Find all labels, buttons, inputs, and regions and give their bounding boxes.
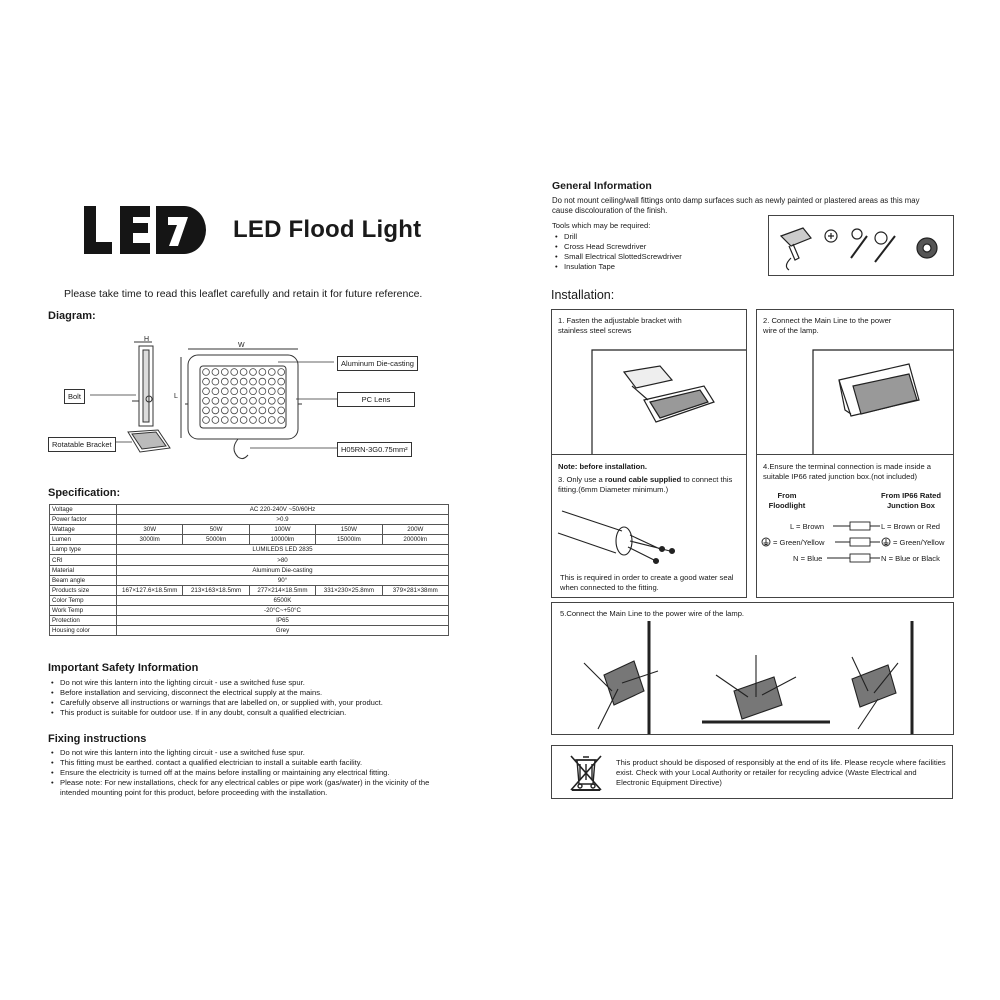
drill-icon [781,228,811,246]
tool-item: • Insulation Tape [559,262,759,272]
from-floodlight-label: From Floodlight [768,491,806,510]
installation-heading: Installation: [551,288,615,302]
led-chip [278,407,285,414]
led-chip [240,397,247,404]
led-chip [203,388,210,395]
step-4-box [756,454,954,598]
tools-illustration [768,215,954,276]
led-chip [231,369,238,376]
step-2-box [756,309,954,455]
wire-earth-junction: = Green/Yellow [893,538,945,547]
led-chip [240,407,247,414]
step-3-footnote: This is required in order to create a good water seal when connected to the fitting. [560,573,734,592]
led-chip [278,417,285,424]
led-chip [268,407,275,414]
led-chip [240,378,247,385]
tool-item: • Drill [559,232,759,242]
slotted-screwdriver-icon [875,236,895,262]
led-chip [240,388,247,395]
led-chip [278,397,285,404]
led-chip [268,417,275,424]
led-chip [203,369,210,376]
step-1-box [551,309,747,455]
led-chip [231,407,238,414]
fixing-item: • Ensure the electricity is turned off at the mains before installing or maintaining any electrical fitting. [55,768,455,778]
fixing-list [48,748,455,798]
led-chip [259,397,266,404]
led-chip [278,369,285,376]
led-chip [268,369,275,376]
led-chip [240,369,247,376]
fixing-item: • This fitting must be earthed. contact a qualified electrician to install a suitable earth facility. [55,758,455,768]
diagram-heading: Diagram: [48,310,96,322]
led-chip [212,397,219,404]
spec-row-product-size: Products size 167×127.6×18.5mm 213×163×18.5mm 277×214×18.5mm 331×230×25.8mm 379×281×38mm [50,585,449,595]
safety-list [48,678,455,718]
dim-w: W [238,342,245,349]
led-chip [268,378,275,385]
led-chip [203,378,210,385]
step-5-text: 5.Connect the Main Line to the power wire of the lamp. [560,609,745,618]
led-chip [259,369,266,376]
led-chip [250,407,257,414]
safety-item: • Before installation and servicing, disconnect the electrical supply at the mains. [55,688,455,698]
led-chip [203,417,210,424]
spec-row-wattage: Wattage 30W 50W 100W 150W 200W [50,525,449,535]
wire-neutral-floodlight: N = Blue [793,554,823,563]
callout-bolt: Bolt [64,389,85,404]
step-2-text: 2. Connect the Main Line to the power wire of the lamp. [763,316,892,335]
led-chip [203,407,210,414]
wire-neutral-junction: N = Blue or Black [881,554,940,563]
wire-earth-floodlight: = Green/Yellow [773,538,825,547]
tools-list [552,232,759,272]
spec-row-protection: Protection IP65 [50,616,449,626]
tool-item: • Small Electrical SlottedScrewdriver [559,252,759,262]
intro-text: Please take time to read this leaflet carefully and retain it for future reference. [64,288,423,300]
led-chip [221,369,228,376]
led-chip [259,388,266,395]
step-3-box [551,454,747,598]
spec-row-lamp-type: Lamp type LUMILEDS LED 2835 [50,545,449,555]
bolt-head-icon [875,232,887,244]
led-chip [231,388,238,395]
led-chip [203,397,210,404]
spec-row-beam-angle: Beam angle 90° [50,575,449,585]
led-chip [221,378,228,385]
callout-housing: Aluminum Die-casting [337,356,418,371]
safety-item: • This product is suitable for outdoor use. If in any doubt, consult a qualified electrician. [55,708,455,718]
spec-row-lumen: Lumen 3000lm 5000lm 10000lm 15000lm 20000lm [50,535,449,545]
spec-row-material: Material Aluminum Die-casting [50,565,449,575]
led-chip [250,388,257,395]
from-junction-box-label: From IP66 Rated Junction Box [881,491,941,510]
spec-row-housing-color: Housing color Grey [50,626,449,636]
led-chip [278,378,285,385]
callout-bracket: Rotatable Bracket [48,437,116,452]
led-chip [240,417,247,424]
cross-screwdriver-icon [851,236,867,258]
led-chip [259,407,266,414]
fixing-heading: Fixing instructions [48,733,147,745]
led-chip [268,397,275,404]
callout-cable: H05RN-3G0.75mm² [337,442,412,457]
wire-live-floodlight: L = Brown [790,522,825,531]
spec-row-power-factor: Power factor >0.9 [50,515,449,525]
safety-item: • Do not wire this lantern into the lighting circuit - use a switched fuse spur. [55,678,455,688]
tool-item: • Cross Head Screwdriver [559,242,759,252]
led-chip [221,407,228,414]
safety-heading: Important Safety Information [48,662,199,674]
step-4-text: 4.Ensure the terminal connection is made inside a suitable IP66 rated junction box.(not included) [763,462,932,481]
led-chip [259,378,266,385]
led-chip [231,378,238,385]
weee-bin-icon [566,752,606,792]
led-chip [268,388,275,395]
disposal-box [551,745,953,799]
fixing-item: • Do not wire this lantern into the lighting circuit - use a switched fuse spur. [55,748,455,758]
dim-l: L [174,393,178,400]
dim-h: H [144,336,150,343]
step-3-text: 3. Only use a round cable supplied to connect this fitting.(6mm Diameter minimum.) [558,475,733,494]
specification-heading: Specification: [48,487,121,499]
product-diagram [48,332,448,462]
note-title: Note: before installation. [558,462,648,471]
spec-row-color-temp: Color Temp 6500K [50,595,449,605]
led-chip [212,407,219,414]
led-chip [212,369,219,376]
general-heading: General Information [552,180,652,192]
led-chip [250,369,257,376]
led-chip [259,417,266,424]
led-chip [212,378,219,385]
wire-live-junction: L = Brown or Red [881,522,941,531]
safety-item: • Carefully observe all instructions or warnings that are labelled on, or supplied with, your product. [55,698,455,708]
led-chip [212,388,219,395]
led-chip [250,397,257,404]
led-chip [221,388,228,395]
step-1-text: 1. Fasten the adjustable bracket with stainless steel screws [558,316,682,335]
led-chip [221,417,228,424]
led-chip [231,417,238,424]
leaflet-title: LED Flood Light [233,216,422,243]
callout-lens: PC Lens [337,392,415,407]
led-chip [231,397,238,404]
spec-row-cri: CRI >80 [50,555,449,565]
specification-table [49,504,449,636]
disposal-text: This product should be disposed of responsibly at the end of its life. Please recycle where facilities exist. Check with your Local Authority or retailer for recycling advice (Waste Electrical and Electronic Equipment Directive) [616,758,946,787]
led-chip [250,378,257,385]
brand-logo [82,200,212,260]
step-5-box [551,602,954,735]
led-chip [278,388,285,395]
general-text: Do not mount ceiling/wall fittings onto damp surfaces such as newly painted or plastered areas as this may cause discolouration of the finish. [552,196,920,215]
led-chip [250,417,257,424]
tools-label: Tools which may be required: [552,221,651,230]
led-chip [212,417,219,424]
led-chip [221,397,228,404]
spec-row-work-temp: Work Temp -20°C~+50°C [50,605,449,615]
fixing-item: • Please note: For new installations, check for any electrical cables or pipe work (gas/water) in the vicinity of the intended mounting point for this product, before proceeding with the installation. [55,778,455,798]
spec-row-voltage: Voltage AC 220-240V ~50/60Hz [50,505,449,515]
